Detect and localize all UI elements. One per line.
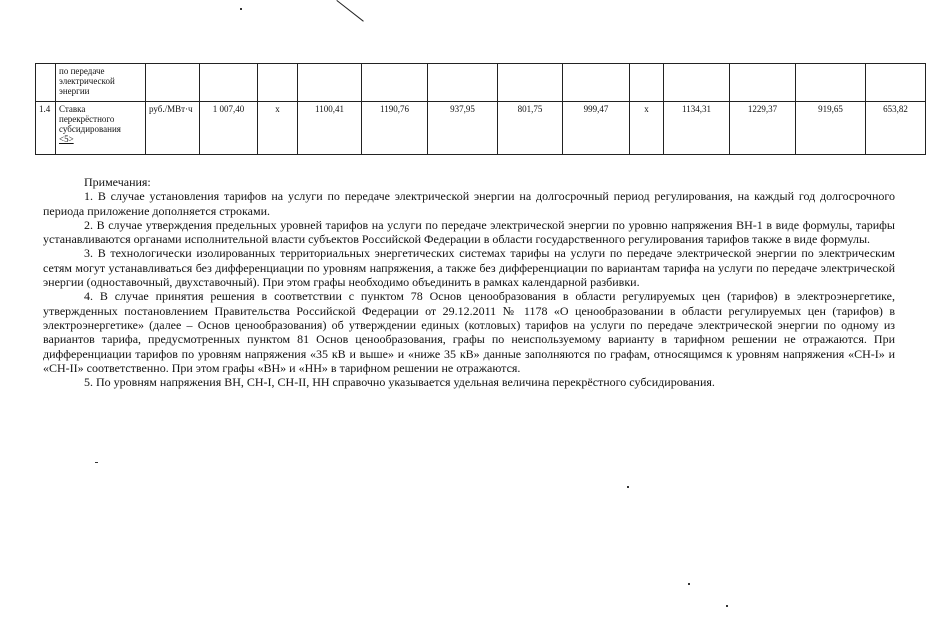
- cell-value: [866, 64, 926, 102]
- notes-title: Примечания:: [84, 175, 151, 189]
- note-item: 2. В случае утверждения предельных уровней тарифов на услуги по передаче электрической энергии по уровню напряжения ВН-1 в виде формулы, тарифы устанавливаются органами исполнительной власти субъектов Российской Федерации в области государственного регулирования тарифов также в виде формулы.: [43, 217, 895, 247]
- cell-value: [298, 64, 362, 102]
- cell-value: [362, 64, 428, 102]
- cell-value: x: [258, 102, 298, 155]
- label-line: перекрёстного: [59, 114, 115, 124]
- table-row-continuation: [36, 64, 926, 102]
- footnote-link[interactable]: <5>: [59, 134, 74, 144]
- cell-value: [730, 64, 796, 102]
- cell-label: [56, 64, 146, 102]
- label-line: Ставка: [59, 104, 86, 114]
- scan-artifact-dot: [240, 8, 242, 10]
- scan-artifact-dot: [688, 583, 690, 585]
- cell-value: [428, 64, 498, 102]
- cell-value: [664, 64, 730, 102]
- note-item: 4. В случае принятия решения в соответствии с пунктом 78 Основ ценообразования в области регулируемых цен (тарифов) в электроэнергетике, утвержденных постановлением Правительства Российской Федерации от 29.12.2011 № 1178 «О ценообразовании в области регулируемых цен (тарифов) в электроэнергетике» (далее – Основ ценообразования) об утверждении единых (котловых) тарифов на услуги по передаче электрической энергии по одному из вариантов тарифа, предусмотренных пунктом 81 Основ ценообразования, графы по неиспользуемому варианту в тарифном решении не отражаются. При дифференциации тарифов по уровням напряжения «35 кВ и выше» и «ниже 35 кВ» данные заполняются по графам, относящимся к уровням напряжения «СН-I» и «СН-II» соответственно. При этом графы «ВН» и «НН» в тарифном решении не отражаются.: [43, 289, 895, 375]
- cell-value: 653,82: [866, 102, 926, 155]
- cell-value: [258, 64, 298, 102]
- label-line: по передаче: [59, 66, 105, 76]
- cell-value: [796, 64, 866, 102]
- cell-value: [630, 64, 664, 102]
- cell-value: x: [630, 102, 664, 155]
- scan-artifact-dot: [95, 462, 98, 463]
- cell-value: [563, 64, 630, 102]
- cell-value: 801,75: [498, 102, 563, 155]
- cell-value: 1190,76: [362, 102, 428, 155]
- scan-artifact-dot: [726, 605, 728, 607]
- cell-label: [56, 102, 146, 155]
- cell-value: 1229,37: [730, 102, 796, 155]
- table-row-cross-subsidy: [36, 102, 926, 155]
- note-item: 1. В случае установления тарифов на услуги по передаче электрической энергии на долгосрочный период регулирования, на каждый год долгосрочного периода приложение дополняется строками.: [43, 189, 895, 218]
- cell-value: 999,47: [563, 102, 630, 155]
- label-line: электрической: [59, 76, 115, 86]
- label-line: энергии: [59, 86, 90, 96]
- note-item: 5. По уровням напряжения ВН, СН-I, СН-II, НН справочно указывается удельная величина перекрёстного субсидирования.: [84, 375, 715, 390]
- cell-value: [200, 64, 258, 102]
- notes-section: [43, 175, 895, 389]
- cell-num: 1.4: [36, 102, 56, 155]
- cell-value: 919,65: [796, 102, 866, 155]
- scan-artifact-line: [336, 0, 363, 22]
- cell-unit: [146, 64, 200, 102]
- cell-unit: руб./МВт·ч: [146, 102, 200, 155]
- cell-value: 937,95: [428, 102, 498, 155]
- label-line: субсидирования: [59, 124, 121, 134]
- scan-artifact-dot: [627, 486, 629, 488]
- cell-value: [498, 64, 563, 102]
- cell-value: 1100,41: [298, 102, 362, 155]
- cell-value: 1134,31: [664, 102, 730, 155]
- note-item: 3. В технологически изолированных территориальных энергетических системах тарифы на услуги по передаче электрической энергии по электрическим сетям могут устанавливаться без дифференциации по уровням напряжения, а также без дифференциации по вариантам тарифа на услуги по передаче электрической энергии (одноставочный, двухставочный). При этом графы необходимо объединить в рамках календарной разбивки.: [43, 246, 895, 290]
- cell-value: 1 007,40: [200, 102, 258, 155]
- tariff-table: [35, 63, 926, 155]
- cell-num: [36, 64, 56, 102]
